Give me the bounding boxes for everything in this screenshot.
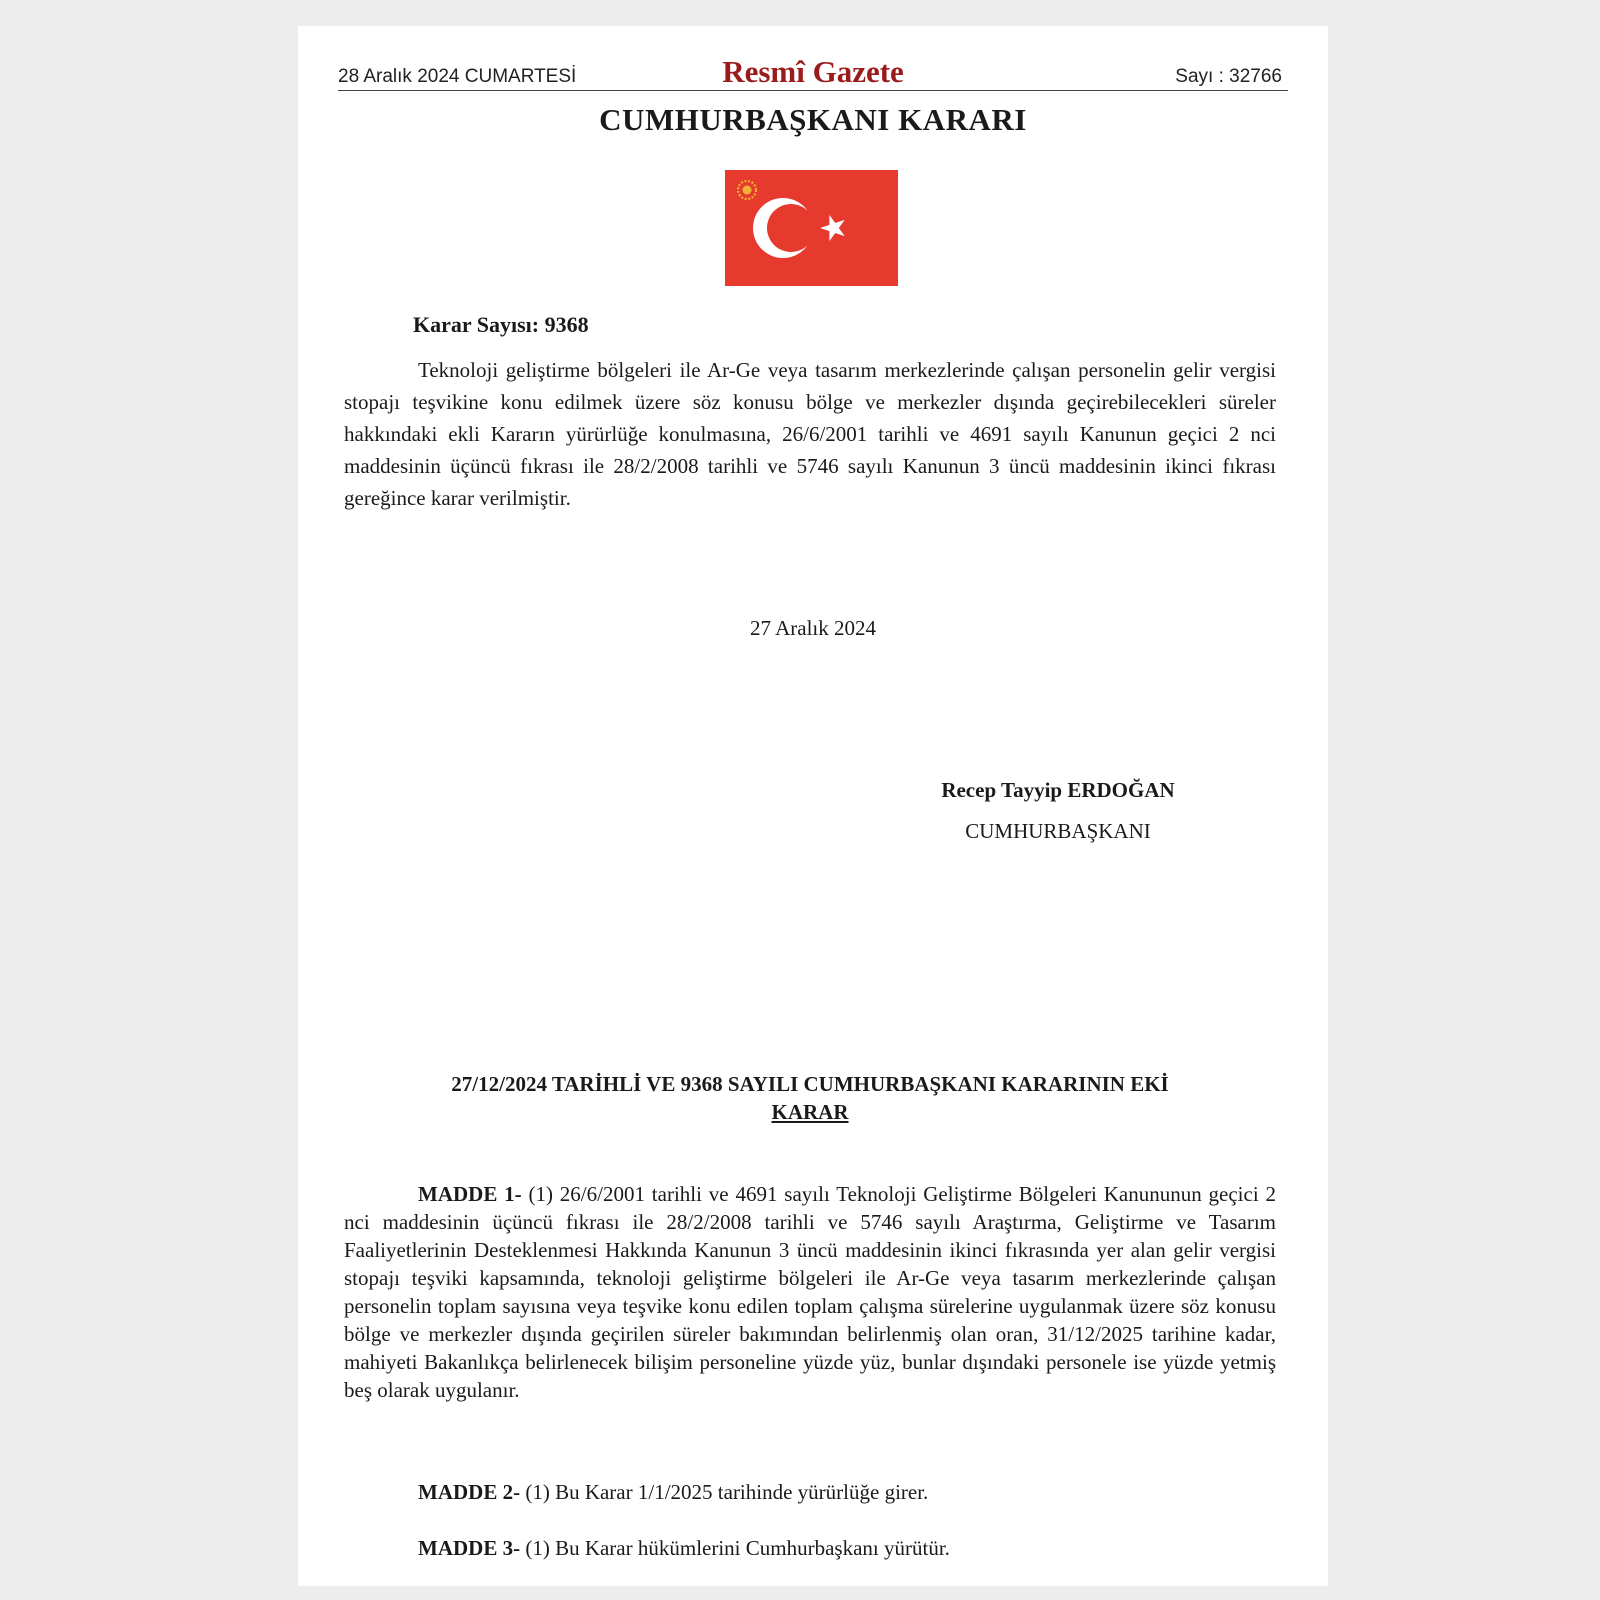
article-1 (344, 1180, 1276, 1404)
decision-number: Karar Sayısı: 9368 (413, 312, 589, 337)
signer-title: CUMHURBAŞKANI (965, 819, 1151, 843)
article-label: MADDE 1- (418, 1182, 522, 1206)
article-3 (344, 1534, 1276, 1562)
intro-paragraph: Teknoloji geliştirme bölgeleri ile Ar-Ge veya tasarım merkezlerinde çalışan personelin gelir vergisi stopajı teşvikine konu edilmek üzere söz konusu bölge ve merkezler dışında geçirebilecekleri süreler hakkındaki ekli Kararın yürürlüğe konulmasına, 26/6/2001 tarihli ve 4691 sayılı Kanunun geçici 2 nci maddesinin üçüncü fıkrası ile 28/2/2008 tarihli ve 5746 sayılı Kanunun 3 üncü maddesinin ikinci fıkrası gereğince karar verilmiştir. (344, 358, 1276, 510)
decision-title: CUMHURBAŞKANI KARARI (599, 102, 1027, 137)
article-2 (344, 1478, 1276, 1506)
article-label: MADDE 2- (418, 1480, 521, 1504)
annex-heading-line: 27/12/2024 TARİHLİ VE 9368 SAYILI CUMHURBAŞKANI KARARININ EKİ (451, 1072, 1169, 1096)
article-text: (1) 26/6/2001 tarihli ve 4691 sayılı Teknoloji Geliştirme Bölgeleri Kanununun geçici 2 nci maddesinin üçüncü fıkrası ile 28/2/2008 tarihli ve 5746 sayılı Araştırma, Geliştirme ve Tasarım Faaliyetlerinin Desteklenmesi Hakkında Kanunun 3 üncü maddesinin ikinci fıkrasında yer alan gelir vergisi stopajı teşviki kapsamında, teknoloji geliştirme bölgeleri ile Ar-Ge veya tasarım merkezlerinde çalışan personelin toplam sayısına veya teşvike konu edilen toplam çalışma sürelerine uygulanmak üzere söz konusu bölge ve merkezler dışında geçirilen süreler bakımından belirlenmiş olan oran, 31/12/2025 tarihine kadar, mahiyeti Bakanlıkça belirlenecek bilişim personeline yüzde yüz, bunlar dışındaki personele ise yüzde yetmiş beş olarak uygulanır. (344, 1182, 1276, 1402)
annex-heading-karar: KARAR (771, 1100, 849, 1124)
article-label: MADDE 3- (418, 1536, 521, 1560)
article-text: (1) Bu Karar hükümlerini Cumhurbaşkanı yürütür. (520, 1536, 950, 1560)
gazette-date: 28 Aralık 2024 CUMARTESİ (338, 66, 577, 87)
turkish-flag-icon (725, 170, 898, 286)
annex-heading (344, 1070, 1276, 1126)
gazette-header (338, 44, 1288, 91)
gazette-page (298, 26, 1328, 1586)
gazette-name: Resmî Gazete (722, 54, 904, 89)
gazette-issue-number: Sayı : 32766 (1175, 66, 1282, 87)
article-text: (1) Bu Karar 1/1/2025 tarihinde yürürlüğe girer. (520, 1480, 929, 1504)
decision-date: 27 Aralık 2024 (750, 616, 876, 640)
signer-name: Recep Tayyip ERDOĞAN (941, 778, 1175, 802)
